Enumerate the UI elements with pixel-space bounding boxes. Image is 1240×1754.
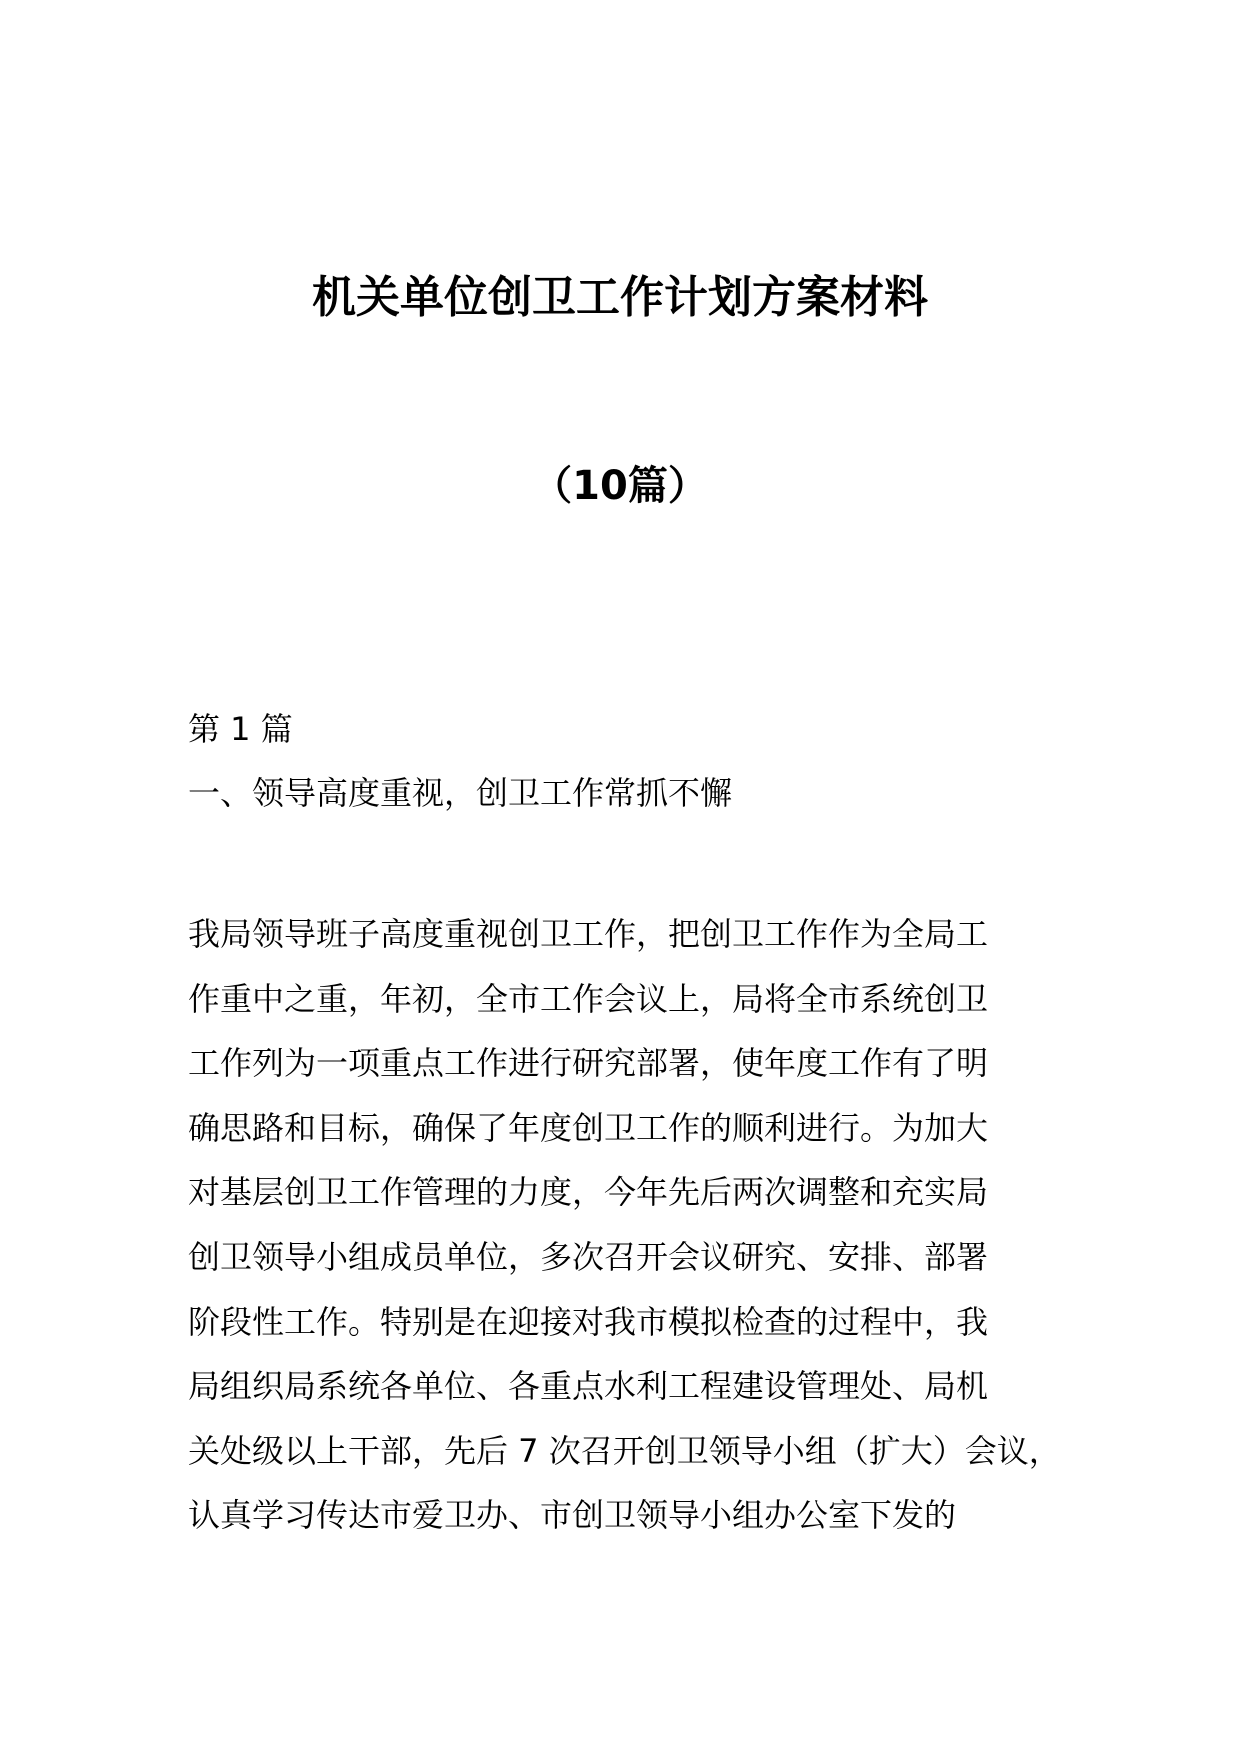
section-heading: 一、领导高度重视，创卫工作常抓不懈 [188, 774, 733, 812]
document-subtitle: （10篇） [532, 463, 708, 509]
document-title: 机关单位创卫工作计划方案材料 [312, 272, 928, 323]
article-label: 第 1 篇 [188, 710, 293, 748]
body-line: 认真学习传达市爱卫办、市创卫领导小组办公室下发的 [188, 1496, 957, 1535]
body-line: 工作列为一项重点工作进行研究部署，使年度工作有了明 [188, 1044, 989, 1083]
body-line: 我局领导班子高度重视创卫工作，把创卫工作作为全局工 [188, 915, 989, 953]
body-line: 作重中之重，年初，全市工作会议上，局将全市系统创卫 [188, 979, 989, 1018]
body-paragraph [188, 902, 1088, 1548]
body-line: 创卫领导小组成员单位，多次召开会议研究、安排、部署 [188, 1237, 989, 1276]
body-line: 确思路和目标，确保了年度创卫工作的顺利进行。为加大 [188, 1108, 989, 1147]
body-line: 阶段性工作。特别是在迎接对我市模拟检查的过程中，我 [188, 1302, 989, 1341]
body-line: 关处级以上干部，先后 7 次召开创卫领导小组（扩大）会议， [188, 1431, 1061, 1470]
body-line: 对基层创卫工作管理的力度，今年先后两次调整和充实局 [188, 1173, 989, 1212]
body-line: 局组织局系统各单位、各重点水利工程建设管理处、局机 [188, 1367, 989, 1406]
